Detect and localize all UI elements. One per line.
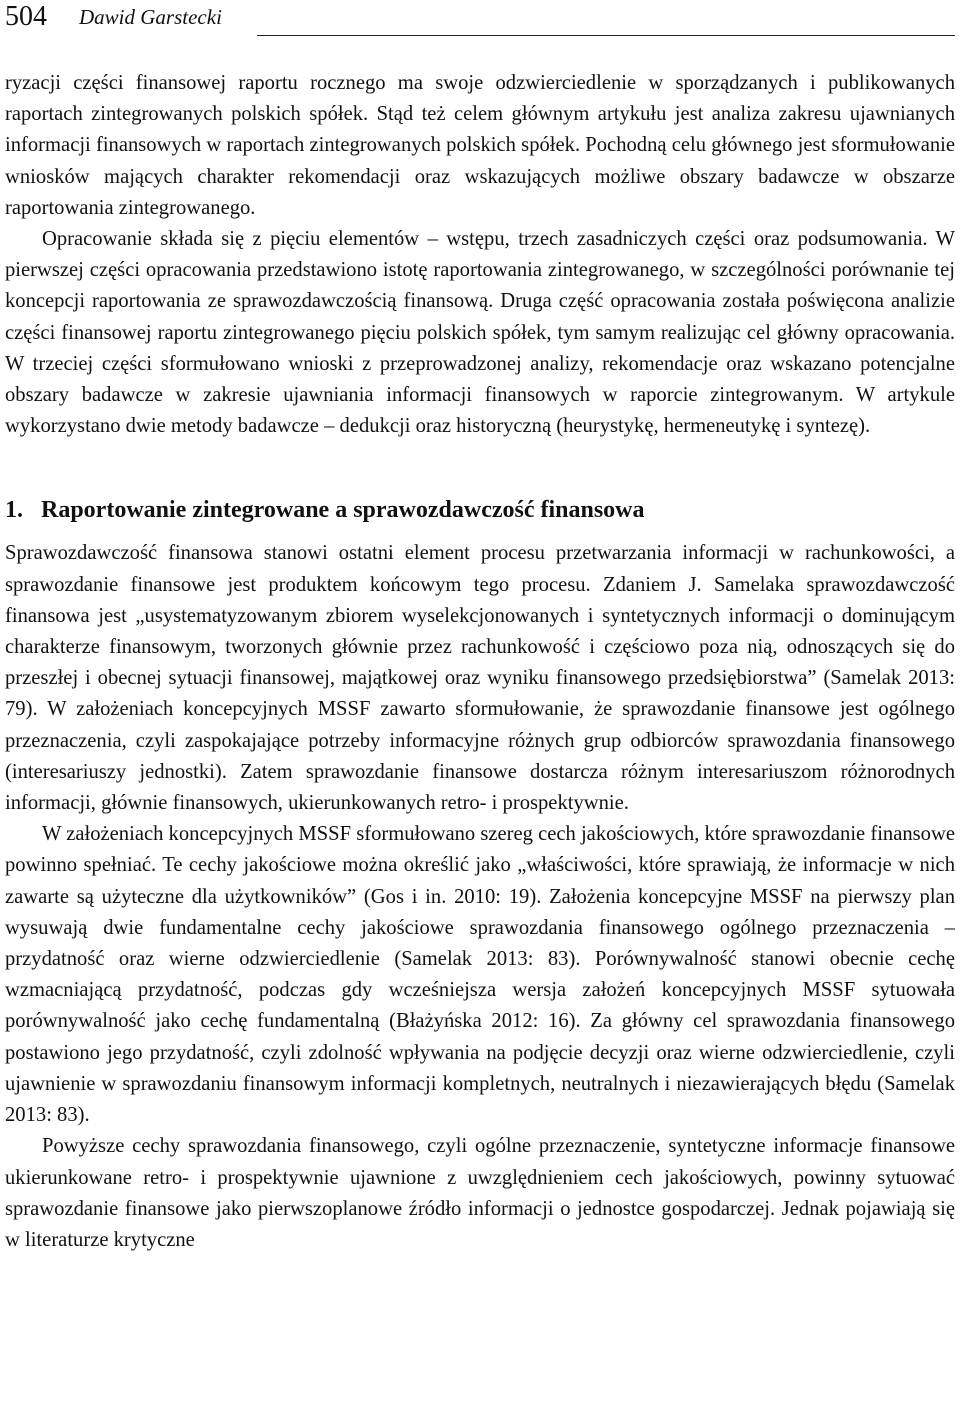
- running-header: [5, 0, 955, 38]
- page-number: 504: [5, 1, 47, 32]
- section-title: Raportowanie zintegrowane a sprawozdawczość finansowa: [41, 497, 645, 524]
- running-author: Dawid Garstecki: [79, 5, 222, 29]
- intro-text: [5, 68, 955, 442]
- document-page: [5, 0, 955, 1428]
- section-body: [5, 538, 955, 1256]
- intro-paragraph-1: ryzacji części finansowej raportu rocznego ma swoje odzwierciedlenie w sporządzanych i publikowanych raportach zintegrowanych polskich spółek. Stąd też celem głównym artykułu jest analiza zakresu ujawnianych informacji finansowych w raportach zintegrowanych polskich spółek. Pochodną celu głównego jest sformułowanie wniosków mających charakter rekomendacji oraz wskazujących możliwe obszary badawcze w obszarze raportowania zintegrowanego.: [5, 72, 955, 219]
- intro-paragraph-2: Opracowanie składa się z pięciu elementów – wstępu, trzech zasadniczych części oraz podsumowania. W pierwszej części opracowania przedstawiono istotę raportowania zintegrowanego, w szczególności porównanie tej koncepcji raportowania ze sprawozdawczością finansową. Druga część opracowania została poświęcona analizie części finansowej raportu zintegrowanego pięciu polskich spółek, tym samym realizując cel główny opracowania. W trzeciej części sformułowano wnioski z przeprowadzonej analizy, rekomendacje oraz wskazano potencjalne obszary badawcze w zakresie ujawniania informacji finansowych w raporcie zintegrowanym. W artykule wykorzystano dwie metody badawcze – dedukcji oraz historyczną (heurystykę, hermeneutykę i syntezę).: [5, 228, 955, 438]
- section-paragraph-2: W założeniach koncepcyjnych MSSF sformułowano szereg cech jakościowych, które sprawozdanie finansowe powinno spełniać. Te cechy jakościowe można określić jako „właściwości, które sprawiają, że informacje w nich zawarte są użyteczne dla użytkowników” (Gos i in. 2010: 19). Założenia koncepcyjne MSSF na pierwszy plan wysuwają dwie fundamentalne cechy jakościowe sprawozdania finansowego ogólnego przeznaczenia – przydatność oraz wierne odzwierciedlenie (Samelak 2013: 83). Porównywalność stanowi obecnie cechę wzmacniającą przydatność, podczas gdy wcześniejsza wersja założeń koncepcyjnych MSSF sytuowała porównywalność jako cechę fundamentalną (Błażyńska 2012: 16). Za główny cel sprawozdania finansowego postawiono jego przydatność, czyli zdolność wpływania na podjęcie decyzji oraz wierne odzwierciedlenie, czyli ujawnienie w sprawozdaniu finansowym informacji kompletnych, neutralnych i niezawierających błędu (Samelak 2013: 83).: [5, 823, 955, 1127]
- section-paragraph-1: Sprawozdawczość finansowa stanowi ostatni element procesu przetwarzania informacji w rachunkowości, a sprawozdanie finansowe jest produktem końcowym tego procesu. Zdaniem J. Samelaka sprawozdawczość finansowa jest „usystematyzowanym zbiorem wyselekcjonowanych i syntetycznych informacji o dominującym charakterze finansowym, tworzonych głównie przez rachunkowość i częściowo poza nią, odnoszących się do przeszłej i obecnej sytuacji finansowej, majątkowej oraz wyniku finansowego przedsiębiorstwa” (Samelak 2013: 79). W założeniach koncepcyjnych MSSF zawarto sformułowanie, że sprawozdanie finansowe jest ogólnego przeznaczenia, czyli zaspokajające potrzeby informacyjne różnych grup odbiorców sprawozdania finansowego (interesariuszy jednostki). Zatem sprawozdanie finansowe dostarcza różnym interesariuszom różnorodnych informacji, głównie finansowych, ukierunkowanych retro- i prospektywnie.: [5, 542, 955, 815]
- section-heading: [5, 494, 955, 526]
- section-paragraph-3: Powyższe cechy sprawozdania finansowego, czyli ogólne przeznaczenie, syntetyczne informacje finansowe ukierunkowane retro- i prospektywnie ujawnione z uwzględnieniem cech jakościowych, powinny sytuować sprawozdanie finansowe jako pierwszoplanowe źródło informacji o jednostce gospodarczej. Jednak pojawiają się w literaturze krytyczne: [5, 1135, 955, 1251]
- section-number: 1.: [5, 497, 23, 524]
- header-rule: [257, 35, 955, 36]
